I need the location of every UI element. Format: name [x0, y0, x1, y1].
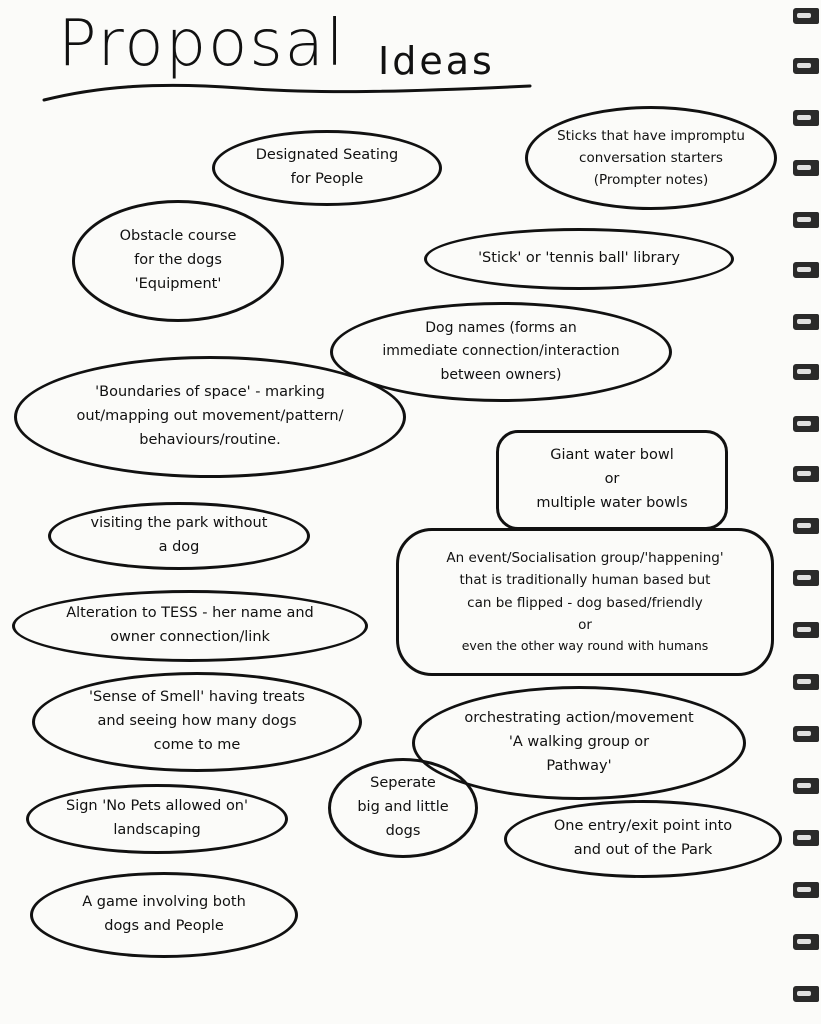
idea-line: come to me: [153, 736, 241, 753]
idea-sense-of-smell: [32, 672, 362, 772]
idea-line: Alteration to TESS - her name and: [66, 605, 314, 622]
idea-line: and out of the Park: [573, 842, 713, 858]
idea-line: Sign 'No Pets allowed on': [65, 798, 248, 815]
spiral-binding: [781, 0, 821, 1024]
binding-ring: [793, 986, 819, 1002]
binding-ring: [793, 262, 819, 278]
idea-line: conversation starters: [579, 149, 723, 166]
idea-line: A game involving both: [82, 894, 246, 911]
idea-line: for the dogs: [134, 252, 222, 269]
binding-ring: [793, 466, 819, 482]
binding-ring: [793, 8, 819, 24]
idea-line: Obstacle course: [119, 228, 237, 245]
binding-ring: [793, 160, 819, 176]
idea-line: between owners): [440, 366, 562, 383]
binding-ring: [793, 934, 819, 950]
binding-ring: [793, 830, 819, 846]
idea-line: An event/Socialisation group/'happening': [446, 550, 724, 567]
idea-line: 'Stick' or 'tennis ball' library: [478, 250, 680, 267]
binding-ring: [793, 674, 819, 690]
idea-line: can be flipped - dog based/friendly: [467, 594, 703, 611]
idea-line: out/mapping out movement/pattern/: [76, 408, 344, 425]
idea-line: big and little: [357, 799, 449, 816]
binding-ring: [793, 212, 819, 228]
title-underline: [40, 76, 540, 106]
idea-line: Sticks that have impromptu: [557, 127, 745, 144]
idea-separate-dogs: [328, 758, 478, 858]
idea-sign-no-pets: [26, 784, 288, 854]
idea-line: dogs and People: [104, 918, 224, 934]
idea-obstacle-course: [72, 200, 284, 322]
idea-designated-seating: [212, 130, 442, 206]
idea-line: and seeing how many dogs: [97, 713, 297, 730]
idea-line: Giant water bowl: [550, 447, 674, 464]
idea-boundaries: [14, 356, 406, 478]
idea-line: One entry/exit point into: [553, 818, 733, 835]
idea-stick-library: [424, 228, 734, 290]
binding-ring: [793, 314, 819, 330]
idea-line: 'A walking group or: [508, 734, 650, 751]
idea-line: 'Sense of Smell' having treats: [89, 689, 305, 706]
idea-line: that is traditionally human based but: [459, 572, 711, 589]
idea-line: multiple water bowls: [536, 494, 688, 511]
binding-ring: [793, 110, 819, 126]
idea-game: [30, 872, 298, 958]
binding-ring: [793, 364, 819, 380]
idea-line: landscaping: [113, 822, 201, 838]
idea-line: even the other way round with humans: [461, 638, 709, 654]
idea-line: immediate connection/interaction: [382, 343, 620, 360]
idea-line: (Prompter notes): [593, 172, 709, 189]
idea-line: 'Boundaries of space' - marking: [95, 384, 325, 401]
idea-line: or: [578, 616, 592, 633]
idea-line: visiting the park without: [90, 515, 268, 532]
idea-water-bowl: [496, 430, 728, 530]
binding-ring: [793, 416, 819, 432]
idea-alteration-tess: [12, 590, 368, 662]
idea-line: or: [604, 471, 620, 488]
idea-sticks-prompters: [525, 106, 777, 210]
idea-event-group: [396, 528, 774, 676]
binding-ring: [793, 778, 819, 794]
page-subtitle: Ideas: [378, 39, 495, 83]
binding-ring: [793, 518, 819, 534]
idea-line: Dog names (forms an: [425, 320, 577, 337]
page-title: Proposal: [58, 7, 346, 81]
binding-ring: [793, 58, 819, 74]
idea-line: 'Equipment': [134, 275, 222, 292]
idea-entry-exit: [504, 800, 782, 878]
idea-line: Seperate: [370, 775, 436, 792]
idea-line: dogs: [385, 822, 421, 839]
idea-line: for People: [290, 171, 364, 187]
idea-visiting-park: [48, 502, 310, 570]
idea-line: behaviours/routine.: [139, 431, 281, 448]
binding-ring: [793, 622, 819, 638]
idea-line: owner connection/link: [110, 629, 270, 645]
binding-ring: [793, 726, 819, 742]
idea-line: a dog: [158, 539, 200, 555]
idea-line: orchestrating action/movement: [464, 710, 694, 727]
idea-line: Designated Seating: [255, 147, 399, 164]
binding-ring: [793, 570, 819, 586]
binding-ring: [793, 882, 819, 898]
idea-line: Pathway': [546, 757, 612, 774]
